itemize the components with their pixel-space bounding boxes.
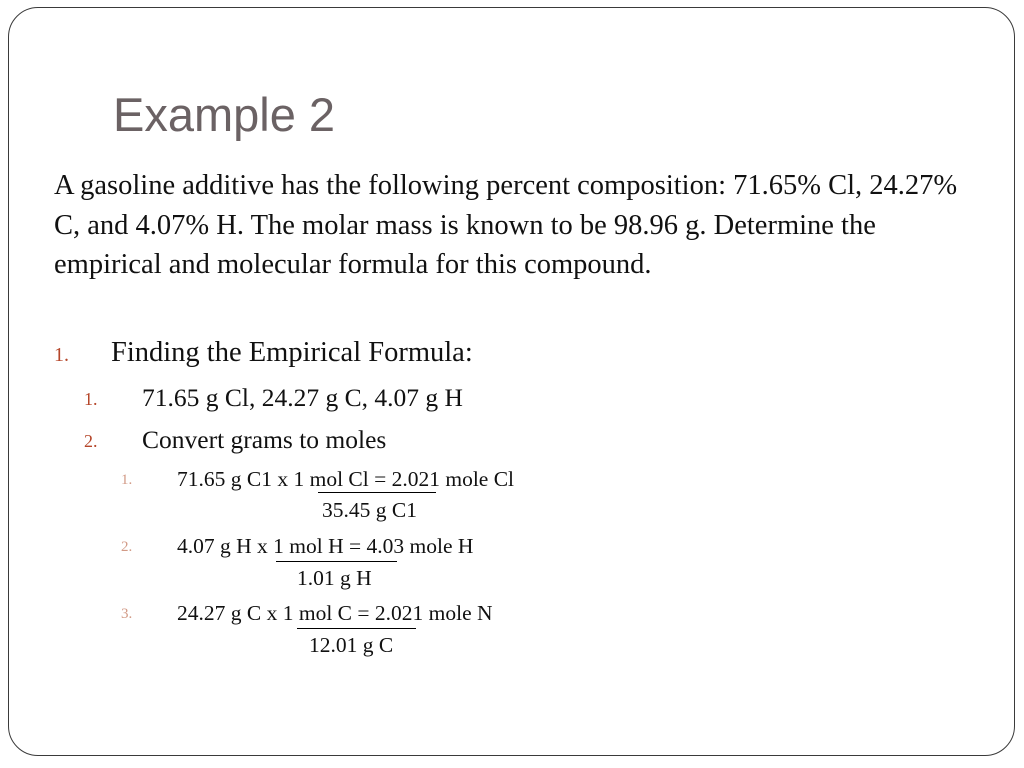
list-number: 2.	[121, 539, 133, 555]
list-number: 2.	[84, 431, 98, 451]
slide-title: Example 2	[113, 88, 336, 141]
calculation-denominator: 12.01 g C	[309, 633, 394, 657]
fraction-bar	[297, 628, 416, 629]
calculation-expression: 4.07 g H x 1 mol H = 4.03 mole H	[177, 534, 474, 558]
list-number: 1.	[84, 389, 98, 409]
substep-text: Convert grams to moles	[142, 425, 387, 454]
calculation-denominator: 1.01 g H	[297, 566, 372, 590]
step-text: Finding the Empirical Formula:	[111, 337, 473, 368]
list-number: 1.	[121, 472, 133, 488]
fraction-bar	[318, 492, 436, 493]
fraction-bar	[276, 561, 397, 562]
list-number: 1.	[54, 344, 69, 366]
list-number: 3.	[121, 606, 133, 622]
substep-text: 71.65 g Cl, 24.27 g C, 4.07 g H	[142, 383, 463, 412]
calculation-expression: 71.65 g C1 x 1 mol Cl = 2.021 mole Cl	[177, 467, 515, 491]
calculation-denominator: 35.45 g C1	[322, 498, 417, 522]
calculation-expression: 24.27 g C x 1 mol C = 2.021 mole N	[177, 601, 493, 625]
problem-statement: A gasoline additive has the following percent composition: 71.65% Cl, 24.27% C, and 4.07% H. The molar mass is known to be 98.96 g. Determine the empirical and molecular formula for this compound.	[54, 170, 958, 280]
